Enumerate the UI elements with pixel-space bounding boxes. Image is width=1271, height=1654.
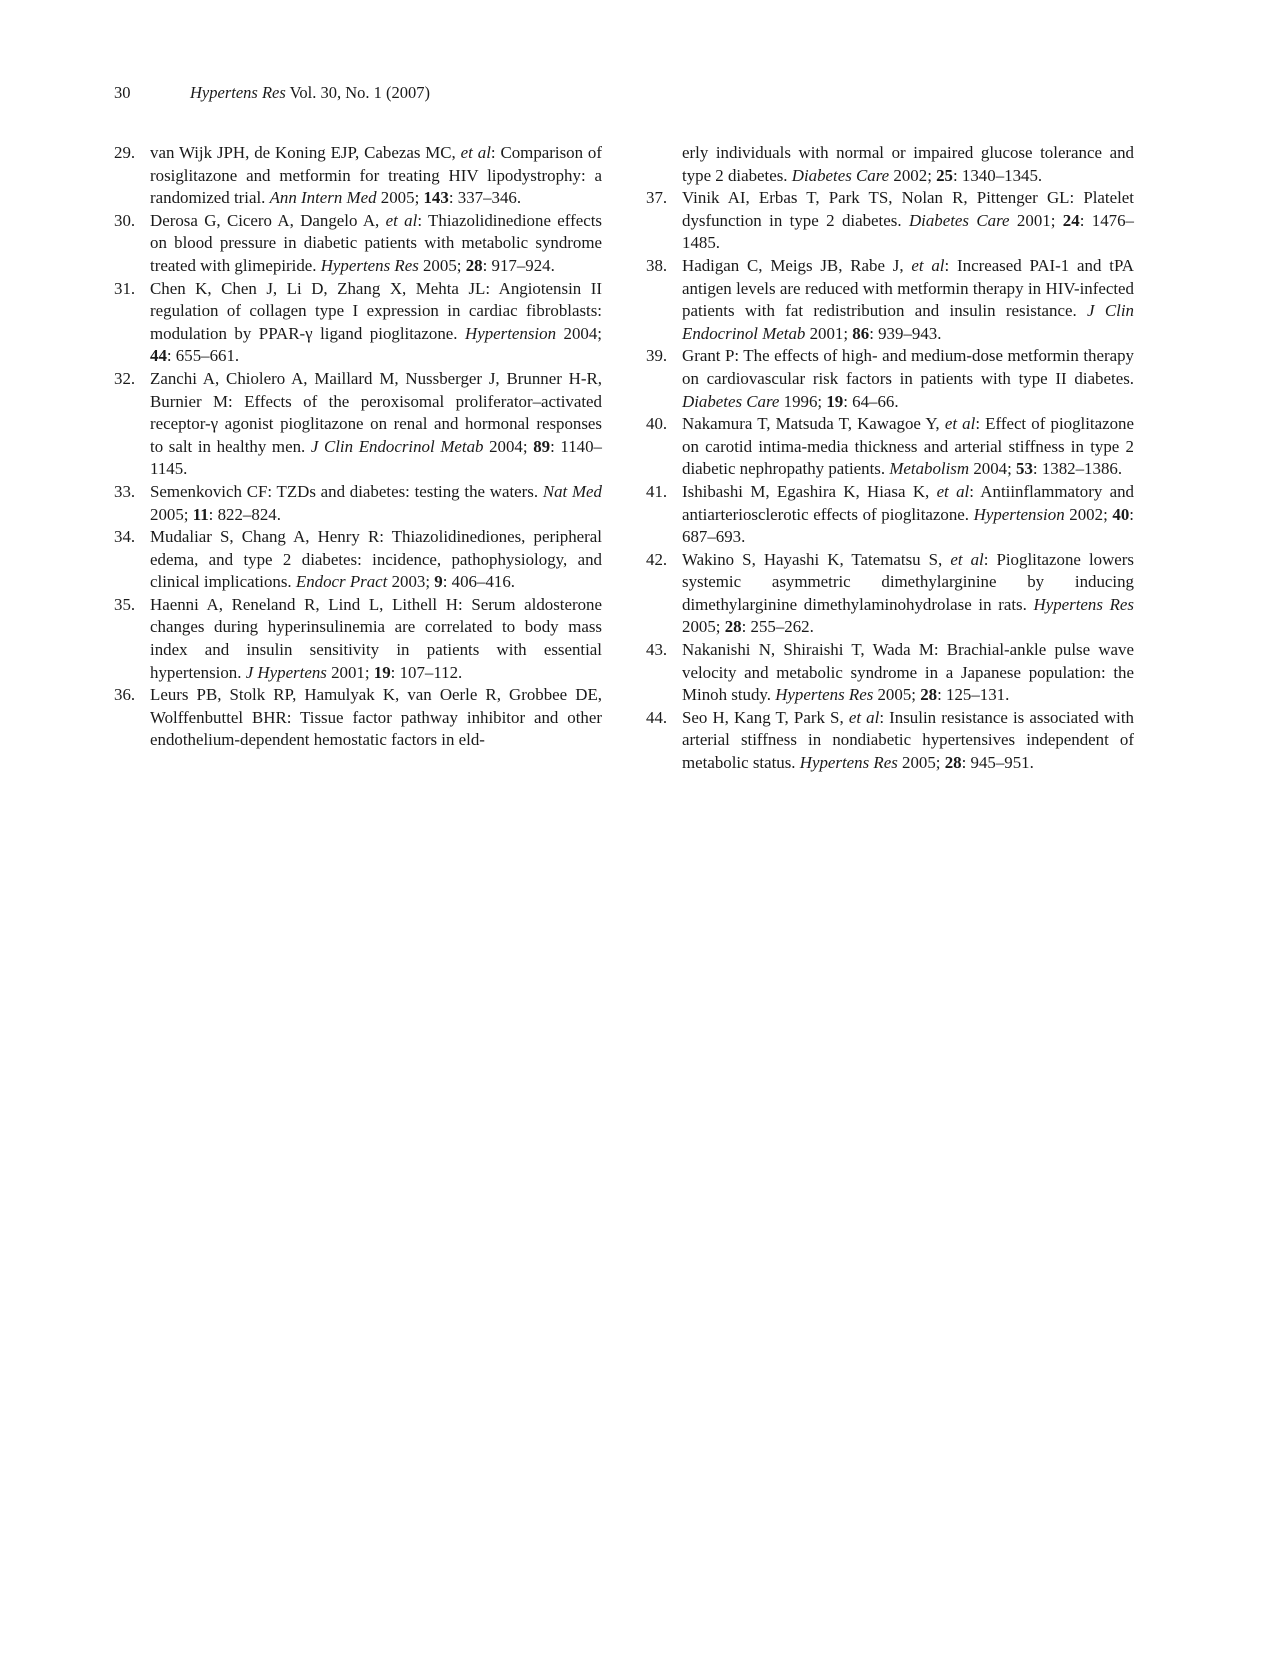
reference-number: 41. [646,481,668,501]
reference-text: van Wijk JPH, de Koning EJP, Cabezas MC, et al: Comparison of rosiglitazone and metformin for treating HIV lipodystrophy: a randomized trial. Ann Intern Med 2005; 143: 337–346. [150,143,602,208]
reference-text: Nakanishi N, Shiraishi T, Wada M: Brachial-ankle pulse wave velocity and metabolic syndrome in a Japanese population: the Minoh study. Hypertens Res 2005; 28: 125–131. [682,640,1134,705]
journal-issue: Vol. 30, No. 1 (2007) [289,83,430,102]
reference-item [646,639,1134,707]
reference-number: 39. [646,346,668,366]
reference-number: 37. [646,188,668,208]
reference-item [646,345,1134,413]
journal-name: Hypertens Res [190,83,286,102]
reference-item [114,594,602,684]
reference-number: 44. [646,707,668,727]
reference-item [114,526,602,594]
reference-text: Semenkovich CF: TZDs and diabetes: testing the waters. Nat Med 2005; 11: 822–824. [150,481,602,524]
reference-item [646,707,1134,775]
reference-number: 40. [646,414,668,434]
reference-text: Zanchi A, Chiolero A, Maillard M, Nussberger J, Brunner H-R, Burnier M: Effects of the peroxisomal proliferator–activated receptor-γ agonist pioglitazone on renal and hormonal responses to salt in healthy men. J Clin Endocrinol Metab 2004; 89: 1140–1145. [150,368,602,479]
reference-item [114,368,602,481]
reference-text: Chen K, Chen J, Li D, Zhang X, Mehta JL: Angiotensin II regulation of collagen type I expression in cardiac fibroblasts: modulation by PPAR-γ ligand pioglitazone. Hypertension 2004; 44: 655–661. [150,278,602,366]
reference-number: 34. [114,527,136,547]
reference-text: Vinik AI, Erbas T, Park TS, Nolan R, Pittenger GL: Platelet dysfunction in type 2 diabetes. Diabetes Care 2001; 24: 1476–1485. [682,188,1134,253]
reference-number: 38. [646,255,668,275]
reference-item [114,481,602,526]
reference-text: Seo H, Kang T, Park S, et al: Insulin resistance is associated with arterial stiffness in nondiabetic hypertensives independent of metabolic status. Hypertens Res 2005; 28: 945–951. [682,707,1134,773]
reference-number: 36. [114,685,136,705]
reference-number: 31. [114,278,136,298]
reference-text: Wakino S, Hayashi K, Tatematsu S, et al: Pioglitazone lowers systemic asymmetric dimethylarginine by inducing dimethylarginine dimethylaminohydrolase in rats. Hypertens Res 2005; 28: 255–262. [682,549,1135,637]
reference-text: erly individuals with normal or impaired glucose tolerance and type 2 diabetes. Diabetes Care 2002; 25: 1340–1345. [682,143,1134,185]
reference-text: Nakamura T, Matsuda T, Kawagoe Y, et al: Effect of pioglitazone on carotid intima-media thickness and arterial stiffness in type 2 diabetic nephropathy patients. Metabolism 2004; 53: 1382–1386. [682,414,1135,479]
reference-item [646,549,1134,639]
reference-item [114,142,602,210]
reference-number: 43. [646,640,668,660]
reference-column-right [646,142,1134,775]
reference-item [114,210,602,278]
reference-number: 29. [114,143,136,162]
reference-number: 30. [114,210,136,230]
page-number: 30 [114,83,131,102]
reference-text: Grant P: The effects of high- and medium-dose metformin therapy on cardiovascular risk factors in patients with type II diabetes. Diabetes Care 1996; 19: 64–66. [682,346,1134,411]
reference-column-left [114,142,602,752]
reference-item [646,481,1134,549]
reference-text: Hadigan C, Meigs JB, Rabe J, et al: Increased PAI-1 and tPA antigen levels are reduced with metformin therapy in HIV-infected patients with fat redistribution and insulin resistance. J Clin Endocrinol Metab 2001; 86: 939–943. [682,255,1134,343]
reference-item-continued [646,142,1134,187]
reference-text: Ishibashi M, Egashira K, Hiasa K, et al: Antiinflammatory and antiarteriosclerotic effects of pioglitazone. Hypertension 2002; 40: 687–693. [682,481,1134,547]
reference-text: Mudaliar S, Chang A, Henry R: Thiazolidinediones, peripheral edema, and type 2 diabetes: incidence, pathophysiology, and clinical implications. Endocr Pract 2003; 9: 406–416. [150,527,602,592]
running-header [114,82,430,104]
reference-item [114,684,602,752]
reference-item [114,278,602,368]
reference-item [646,413,1134,481]
reference-text: Haenni A, Reneland R, Lind L, Lithell H: Serum aldosterone changes during hyperinsulinemia are correlated to body mass index and insulin sensitivity in patients with essential hypertension. J Hypertens 2001; 19: 107–112. [150,594,602,682]
reference-number: 35. [114,594,136,614]
reference-item [646,187,1134,255]
reference-text: Derosa G, Cicero A, Dangelo A, et al: Thiazolidinedione effects on blood pressure in diabetic patients with metabolic syndrome treated with glimepiride. Hypertens Res 2005; 28: 917–924. [150,210,602,275]
reference-number: 42. [646,549,668,569]
reference-number: 32. [114,368,136,388]
reference-number: 33. [114,481,136,501]
reference-item [646,255,1134,345]
reference-text: Leurs PB, Stolk RP, Hamulyak K, van Oerle R, Grobbee DE, Wolffenbuttel BHR: Tissue factor pathway inhibitor and other endothelium-dependent hemostatic factors in eld- [150,685,602,750]
